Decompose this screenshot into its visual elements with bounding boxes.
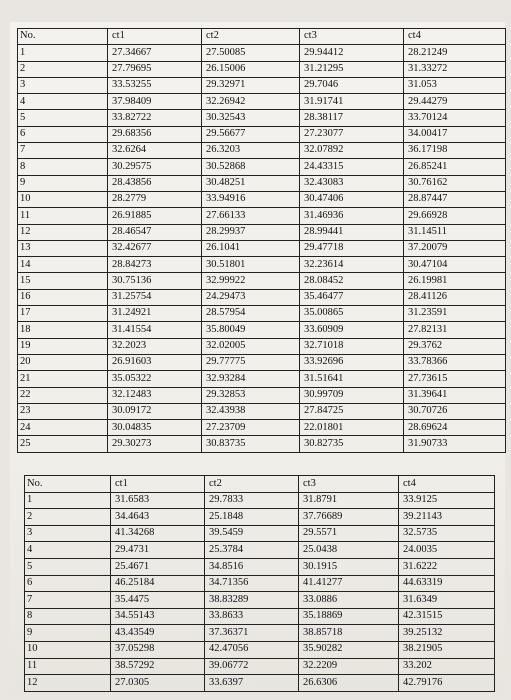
value-cell: 27.73615 <box>404 371 506 387</box>
value-cell: 37.76689 <box>299 509 399 526</box>
table-row <box>18 110 506 126</box>
value-cell: 35.4475 <box>111 592 205 609</box>
value-cell: 26.91603 <box>108 354 202 370</box>
table-row <box>18 371 506 387</box>
value-cell: 28.2779 <box>108 191 202 207</box>
value-cell: 29.5571 <box>299 525 399 542</box>
value-cell: 32.93284 <box>202 371 300 387</box>
value-cell: 34.4643 <box>111 509 205 526</box>
table-row <box>25 675 495 692</box>
value-cell: 38.83289 <box>205 592 299 609</box>
value-cell: 30.99709 <box>300 387 404 403</box>
table-row <box>18 45 506 61</box>
value-cell: 34.8516 <box>205 558 299 575</box>
value-cell: 27.23709 <box>202 420 300 436</box>
value-cell: 25.4671 <box>111 558 205 575</box>
row-number-cell: 22 <box>18 387 108 403</box>
column-header: No. <box>25 476 111 493</box>
row-number-cell: 17 <box>18 306 108 322</box>
value-cell: 26.3203 <box>202 143 300 159</box>
value-cell: 28.08452 <box>300 273 404 289</box>
value-cell: 35.05322 <box>108 371 202 387</box>
value-cell: 28.43856 <box>108 175 202 191</box>
row-number-cell: 15 <box>18 273 108 289</box>
value-cell: 27.82131 <box>404 322 506 338</box>
value-cell: 28.41126 <box>404 289 506 305</box>
value-cell: 30.83735 <box>202 436 300 452</box>
row-number-cell: 9 <box>25 625 111 642</box>
row-number-cell: 10 <box>18 191 108 207</box>
table-row <box>25 525 495 542</box>
value-cell: 30.82735 <box>300 436 404 452</box>
row-number-cell: 14 <box>18 257 108 273</box>
table-row <box>18 257 506 273</box>
value-cell: 30.47406 <box>300 191 404 207</box>
value-cell: 29.32971 <box>202 77 300 93</box>
value-cell: 27.34667 <box>108 45 202 61</box>
table-row <box>18 403 506 419</box>
value-cell: 30.47104 <box>404 257 506 273</box>
value-cell: 37.36371 <box>205 625 299 642</box>
table-row <box>18 240 506 256</box>
value-cell: 33.70124 <box>404 110 506 126</box>
value-cell: 31.8791 <box>299 492 399 509</box>
value-cell: 28.21249 <box>404 45 506 61</box>
table-row <box>18 191 506 207</box>
row-number-cell: 4 <box>18 94 108 110</box>
value-cell: 42.79176 <box>399 675 495 692</box>
value-cell: 28.29937 <box>202 224 300 240</box>
value-cell: 25.3784 <box>205 542 299 559</box>
value-cell: 29.4731 <box>111 542 205 559</box>
table-row <box>18 436 506 452</box>
value-cell: 24.29473 <box>202 289 300 305</box>
value-cell: 25.1848 <box>205 509 299 526</box>
value-cell: 32.07892 <box>300 143 404 159</box>
value-cell: 34.55143 <box>111 608 205 625</box>
value-cell: 28.46547 <box>108 224 202 240</box>
value-cell: 33.0886 <box>299 592 399 609</box>
value-cell: 41.41277 <box>299 575 399 592</box>
table-row <box>18 126 506 142</box>
value-cell: 29.32853 <box>202 387 300 403</box>
value-cell: 37.98409 <box>108 94 202 110</box>
row-number-cell: 8 <box>25 608 111 625</box>
table-row <box>25 641 495 658</box>
row-number-cell: 13 <box>18 240 108 256</box>
value-cell: 33.9125 <box>399 492 495 509</box>
row-number-cell: 6 <box>18 126 108 142</box>
table-row <box>18 273 506 289</box>
value-cell: 42.31515 <box>399 608 495 625</box>
table-row <box>25 608 495 625</box>
table-row <box>25 575 495 592</box>
value-cell: 26.91885 <box>108 208 202 224</box>
value-cell: 31.33272 <box>404 61 506 77</box>
table-row <box>18 143 506 159</box>
table-row <box>25 492 495 509</box>
row-number-cell: 5 <box>18 110 108 126</box>
row-number-cell: 2 <box>25 509 111 526</box>
value-cell: 42.47056 <box>205 641 299 658</box>
value-cell: 33.78366 <box>404 354 506 370</box>
value-cell: 24.0035 <box>399 542 495 559</box>
row-number-cell: 7 <box>18 143 108 159</box>
value-cell: 38.21905 <box>399 641 495 658</box>
value-cell: 29.77775 <box>202 354 300 370</box>
value-cell: 28.99441 <box>300 224 404 240</box>
value-cell: 39.06772 <box>205 658 299 675</box>
value-cell: 33.202 <box>399 658 495 675</box>
value-cell: 29.68356 <box>108 126 202 142</box>
value-cell: 27.0305 <box>111 675 205 692</box>
value-cell: 37.05298 <box>111 641 205 658</box>
value-cell: 28.84273 <box>108 257 202 273</box>
table-row <box>18 420 506 436</box>
value-cell: 30.51801 <box>202 257 300 273</box>
table-row <box>18 322 506 338</box>
value-cell: 33.82722 <box>108 110 202 126</box>
value-cell: 27.84725 <box>300 403 404 419</box>
column-header: ct3 <box>300 29 404 45</box>
column-header: ct4 <box>404 29 506 45</box>
value-cell: 28.87447 <box>404 191 506 207</box>
value-cell: 32.26942 <box>202 94 300 110</box>
data-table-top <box>17 28 506 453</box>
value-cell: 31.41554 <box>108 322 202 338</box>
value-cell: 33.60909 <box>300 322 404 338</box>
table-row <box>18 306 506 322</box>
column-header: ct4 <box>399 476 495 493</box>
table-row <box>25 509 495 526</box>
value-cell: 29.47718 <box>300 240 404 256</box>
value-cell: 24.43315 <box>300 159 404 175</box>
value-cell: 31.6349 <box>399 592 495 609</box>
value-cell: 29.94412 <box>300 45 404 61</box>
table-row <box>18 354 506 370</box>
value-cell: 30.76162 <box>404 175 506 191</box>
table-row <box>18 159 506 175</box>
table-header-row <box>25 476 495 493</box>
value-cell: 38.57292 <box>111 658 205 675</box>
row-number-cell: 6 <box>25 575 111 592</box>
value-cell: 38.85718 <box>299 625 399 642</box>
row-number-cell: 24 <box>18 420 108 436</box>
value-cell: 39.21143 <box>399 509 495 526</box>
value-cell: 35.80049 <box>202 322 300 338</box>
value-cell: 27.23077 <box>300 126 404 142</box>
value-cell: 34.71356 <box>205 575 299 592</box>
value-cell: 28.57954 <box>202 306 300 322</box>
value-cell: 26.6306 <box>299 675 399 692</box>
row-number-cell: 4 <box>25 542 111 559</box>
value-cell: 32.42677 <box>108 240 202 256</box>
value-cell: 35.00865 <box>300 306 404 322</box>
value-cell: 34.00417 <box>404 126 506 142</box>
value-cell: 31.053 <box>404 77 506 93</box>
row-number-cell: 10 <box>25 641 111 658</box>
row-number-cell: 18 <box>18 322 108 338</box>
value-cell: 30.70726 <box>404 403 506 419</box>
column-header: ct3 <box>299 476 399 493</box>
value-cell: 31.24921 <box>108 306 202 322</box>
row-number-cell: 8 <box>18 159 108 175</box>
value-cell: 36.17198 <box>404 143 506 159</box>
column-header: ct1 <box>108 29 202 45</box>
value-cell: 30.52868 <box>202 159 300 175</box>
value-cell: 29.56677 <box>202 126 300 142</box>
table-row <box>25 558 495 575</box>
row-number-cell: 19 <box>18 338 108 354</box>
value-cell: 30.1915 <box>299 558 399 575</box>
value-cell: 31.23591 <box>404 306 506 322</box>
value-cell: 29.7046 <box>300 77 404 93</box>
value-cell: 30.48251 <box>202 175 300 191</box>
row-number-cell: 5 <box>25 558 111 575</box>
value-cell: 27.79695 <box>108 61 202 77</box>
value-cell: 31.51641 <box>300 371 404 387</box>
table-row <box>25 658 495 675</box>
value-cell: 31.6222 <box>399 558 495 575</box>
value-cell: 32.2209 <box>299 658 399 675</box>
row-number-cell: 11 <box>18 208 108 224</box>
value-cell: 31.90733 <box>404 436 506 452</box>
value-cell: 46.25184 <box>111 575 205 592</box>
row-number-cell: 16 <box>18 289 108 305</box>
row-number-cell: 1 <box>18 45 108 61</box>
value-cell: 31.46936 <box>300 208 404 224</box>
row-number-cell: 9 <box>18 175 108 191</box>
value-cell: 33.6397 <box>205 675 299 692</box>
column-header: ct1 <box>111 476 205 493</box>
value-cell: 41.34268 <box>111 525 205 542</box>
table-row <box>25 625 495 642</box>
row-number-cell: 1 <box>25 492 111 509</box>
value-cell: 31.39641 <box>404 387 506 403</box>
table-row <box>18 208 506 224</box>
value-cell: 29.66928 <box>404 208 506 224</box>
value-cell: 26.1041 <box>202 240 300 256</box>
row-number-cell: 7 <box>25 592 111 609</box>
row-number-cell: 12 <box>25 675 111 692</box>
value-cell: 32.43083 <box>300 175 404 191</box>
table-row <box>18 289 506 305</box>
value-cell: 32.71018 <box>300 338 404 354</box>
value-cell: 33.53255 <box>108 77 202 93</box>
value-cell: 32.02005 <box>202 338 300 354</box>
row-number-cell: 21 <box>18 371 108 387</box>
row-number-cell: 11 <box>25 658 111 675</box>
table-row <box>18 224 506 240</box>
value-cell: 35.18869 <box>299 608 399 625</box>
value-cell: 32.99922 <box>202 273 300 289</box>
row-number-cell: 23 <box>18 403 108 419</box>
value-cell: 39.5459 <box>205 525 299 542</box>
value-cell: 31.91741 <box>300 94 404 110</box>
row-number-cell: 2 <box>18 61 108 77</box>
value-cell: 32.6264 <box>108 143 202 159</box>
column-header: No. <box>18 29 108 45</box>
table-row <box>18 387 506 403</box>
table-row <box>18 338 506 354</box>
value-cell: 26.85241 <box>404 159 506 175</box>
table-row <box>18 94 506 110</box>
row-number-cell: 3 <box>18 77 108 93</box>
value-cell: 44.63319 <box>399 575 495 592</box>
value-cell: 32.23614 <box>300 257 404 273</box>
value-cell: 27.66133 <box>202 208 300 224</box>
value-cell: 28.69624 <box>404 420 506 436</box>
value-cell: 25.0438 <box>299 542 399 559</box>
value-cell: 31.14511 <box>404 224 506 240</box>
value-cell: 33.8633 <box>205 608 299 625</box>
value-cell: 31.6583 <box>111 492 205 509</box>
table-header-row <box>18 29 506 45</box>
value-cell: 28.38117 <box>300 110 404 126</box>
row-number-cell: 25 <box>18 436 108 452</box>
column-header: ct2 <box>202 29 300 45</box>
value-cell: 30.09172 <box>108 403 202 419</box>
value-cell: 32.12483 <box>108 387 202 403</box>
table-row <box>18 175 506 191</box>
row-number-cell: 12 <box>18 224 108 240</box>
value-cell: 27.50085 <box>202 45 300 61</box>
value-cell: 35.46477 <box>300 289 404 305</box>
table-row <box>25 592 495 609</box>
value-cell: 32.43938 <box>202 403 300 419</box>
value-cell: 30.32543 <box>202 110 300 126</box>
value-cell: 31.25754 <box>108 289 202 305</box>
value-cell: 29.3762 <box>404 338 506 354</box>
row-number-cell: 3 <box>25 525 111 542</box>
value-cell: 32.2023 <box>108 338 202 354</box>
data-table-bottom <box>24 475 495 692</box>
value-cell: 33.92696 <box>300 354 404 370</box>
column-header: ct2 <box>205 476 299 493</box>
value-cell: 26.19981 <box>404 273 506 289</box>
value-cell: 33.94916 <box>202 191 300 207</box>
value-cell: 39.25132 <box>399 625 495 642</box>
value-cell: 30.04835 <box>108 420 202 436</box>
value-cell: 29.7833 <box>205 492 299 509</box>
table-row <box>25 542 495 559</box>
table-row <box>18 61 506 77</box>
value-cell: 26.15006 <box>202 61 300 77</box>
value-cell: 37.20079 <box>404 240 506 256</box>
value-cell: 30.29575 <box>108 159 202 175</box>
value-cell: 32.5735 <box>399 525 495 542</box>
value-cell: 22.01801 <box>300 420 404 436</box>
value-cell: 29.30273 <box>108 436 202 452</box>
value-cell: 31.21295 <box>300 61 404 77</box>
value-cell: 30.75136 <box>108 273 202 289</box>
value-cell: 29.44279 <box>404 94 506 110</box>
value-cell: 43.43549 <box>111 625 205 642</box>
table-row <box>18 77 506 93</box>
row-number-cell: 20 <box>18 354 108 370</box>
value-cell: 35.90282 <box>299 641 399 658</box>
